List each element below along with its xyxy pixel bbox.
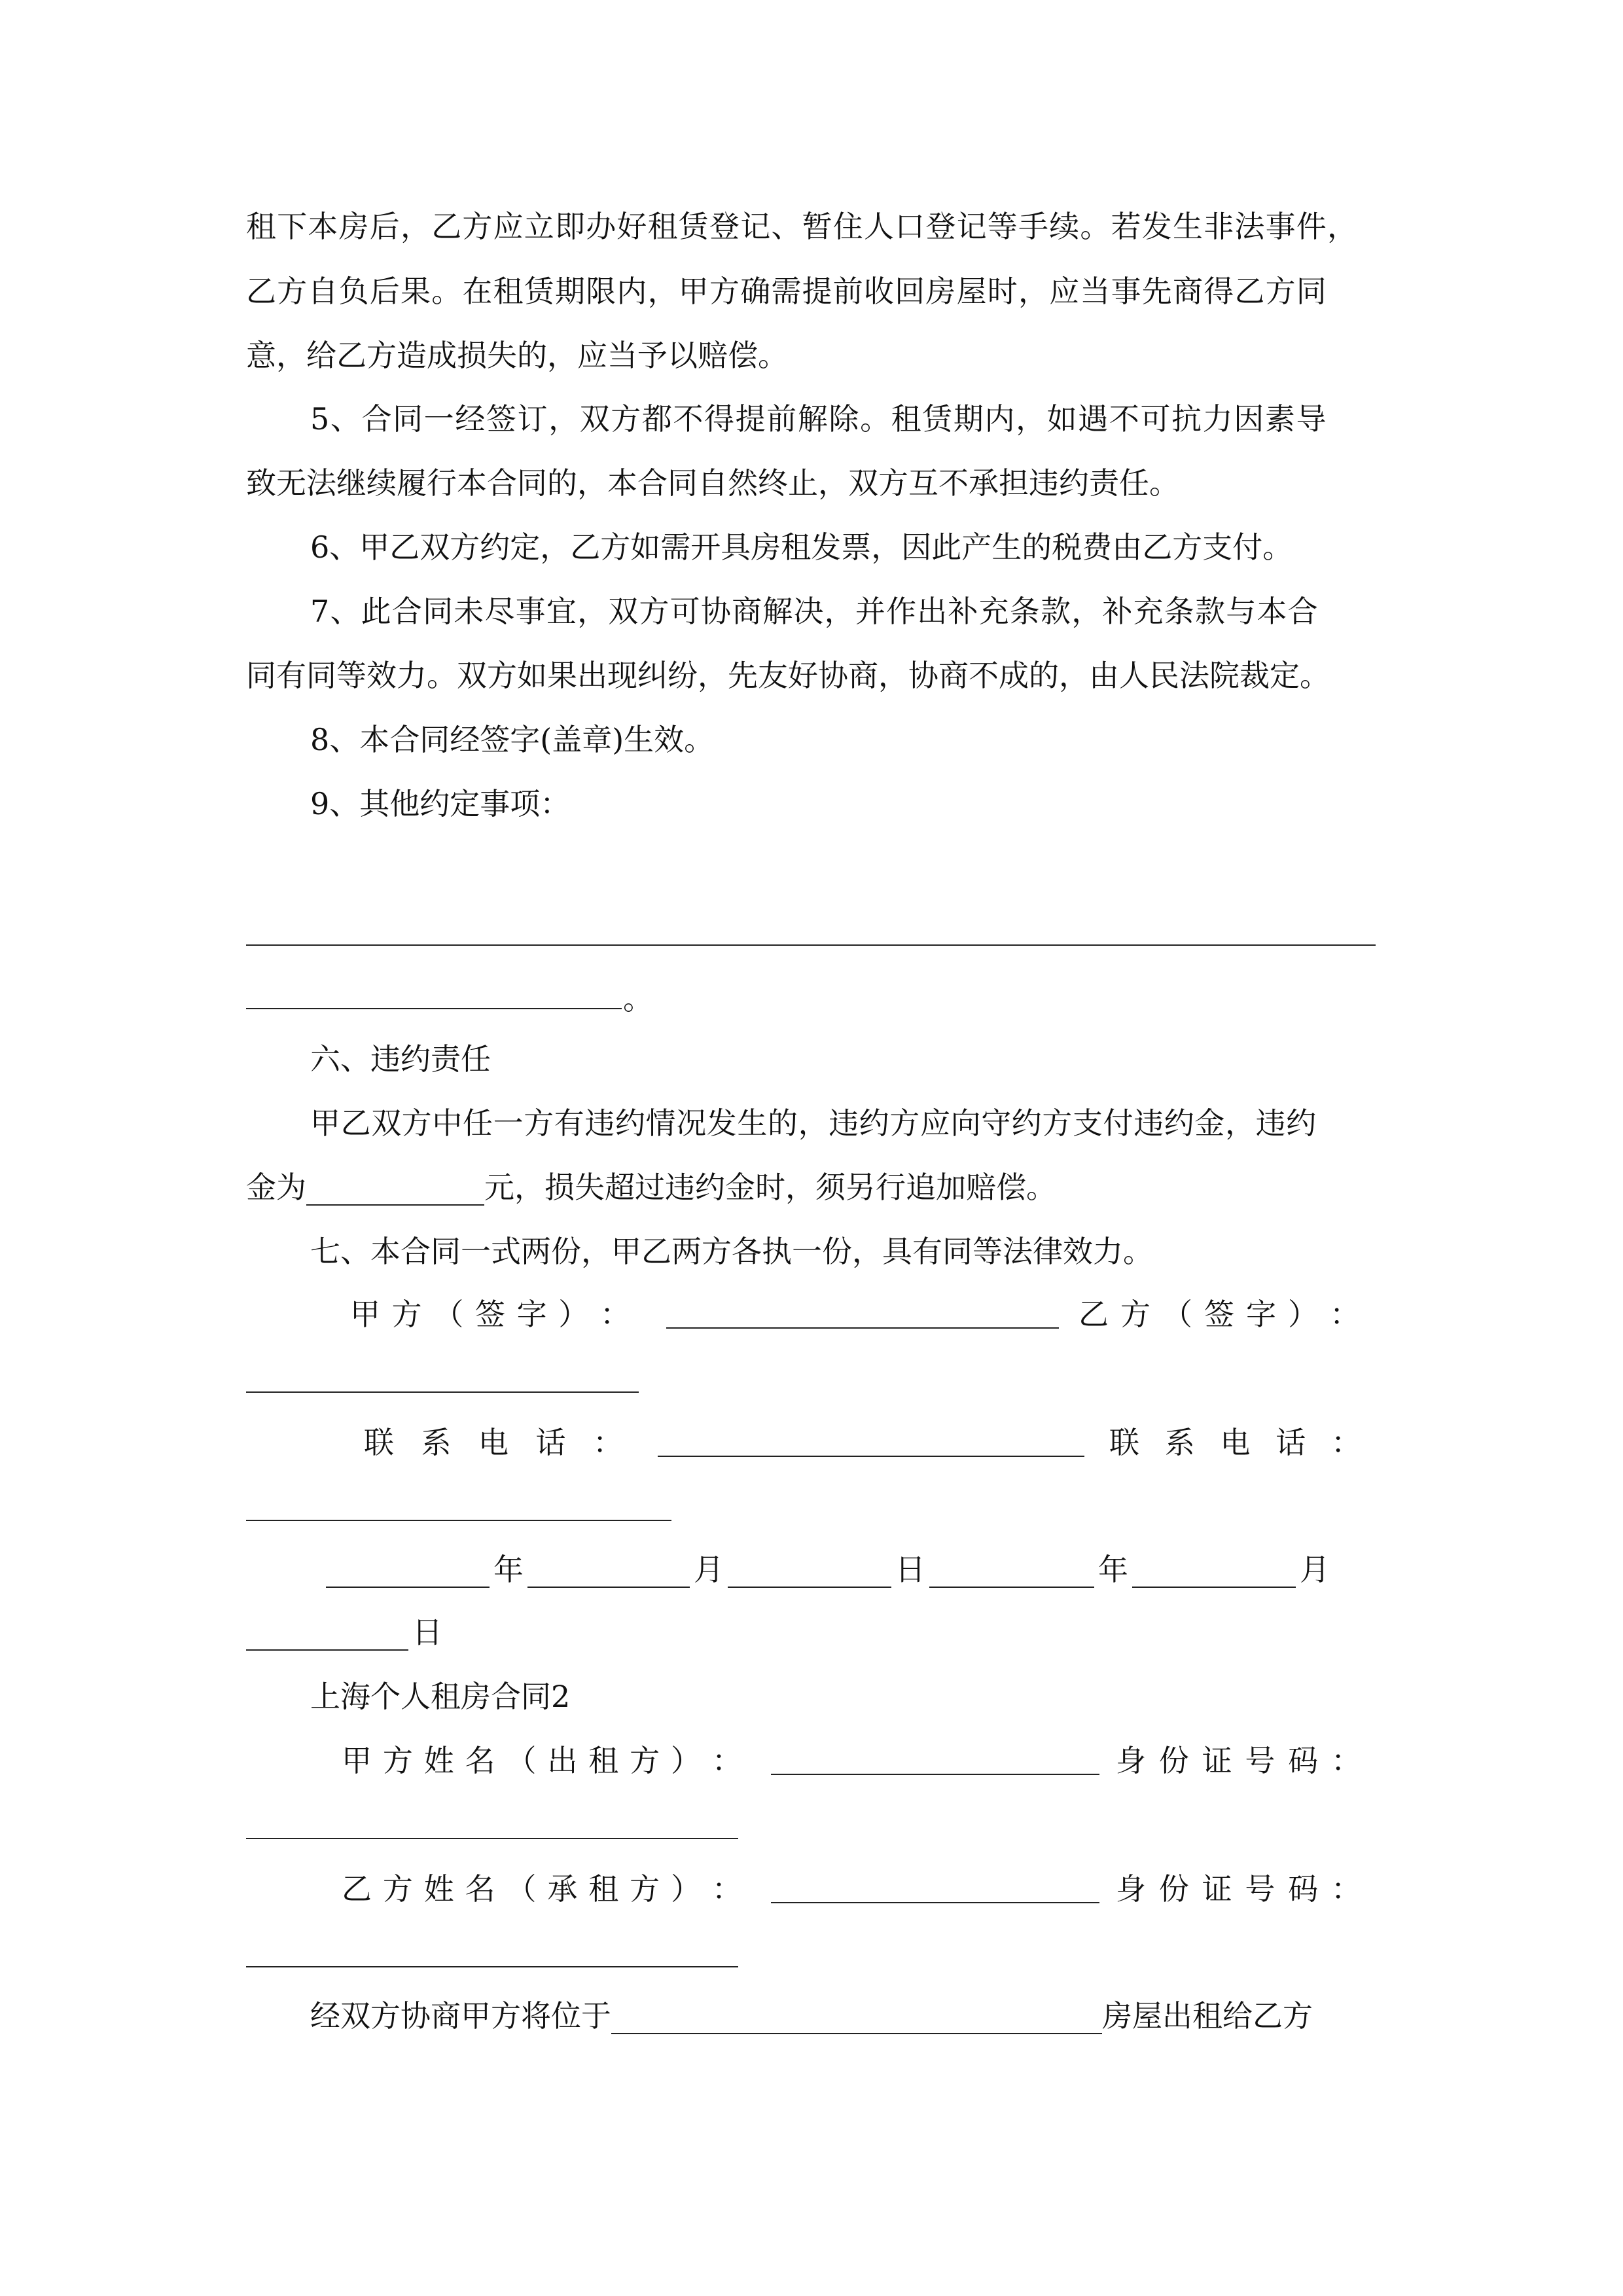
clause4-line2: 乙方自负后果。在租赁期限内，甲方确需提前收回房屋时，应当事先商得乙方同 (246, 274, 1327, 309)
clause8: 8、本合同经签字(盖章)生效。 (310, 722, 715, 757)
contract2-title: 上海个人租房合同2 (310, 1679, 571, 1714)
party-b-signature-label: 乙 方 （ 签 字 ） ： (1079, 1297, 1360, 1332)
tenant-name-label: 乙 方 姓 名 （ 承 租 方 ） ： (342, 1871, 742, 1907)
signing-dates: 年 月 日 年 月 (326, 1551, 1334, 1588)
party-a-day-blank[interactable] (728, 1556, 891, 1588)
section7: 七、本合同一式两份，甲乙两方各执一份，具有同等法律效力。 (310, 1234, 1153, 1269)
section6-line2 (246, 1169, 1056, 1206)
party-b-day-line: 日 (246, 1614, 442, 1651)
party-a-signature-blank[interactable] (666, 1327, 1059, 1329)
clause5-line2: 致无法继续履行本合同的，本合同自然终止，双方互不承担违约责任。 (246, 465, 1179, 501)
other-terms-period: 。 (623, 981, 653, 1016)
party-b-day-blank[interactable] (246, 1619, 408, 1651)
party-b-month-blank[interactable] (1132, 1556, 1296, 1588)
location-suffix: 房屋出租给乙方 (1102, 1998, 1313, 2034)
party-b-phone-blank[interactable] (246, 1520, 671, 1521)
clause4-line3: 意，给乙方造成损失的，应当予以赔偿。 (246, 338, 788, 373)
party-a-phone-blank[interactable] (658, 1456, 1084, 1457)
clause4-line1: 租下本房后，乙方应立即办好租赁登记、暂住人口登记等手续。若发生非法事件， (246, 209, 1359, 244)
party-b-signature-blank[interactable] (246, 1391, 639, 1393)
clause9: 9、其他约定事项： (310, 786, 571, 821)
landlord-name-label: 甲 方 姓 名 （ 出 租 方 ） ： (342, 1743, 742, 1778)
other-terms-blank-line2[interactable] (246, 1008, 622, 1009)
clause6: 6、甲乙双方约定，乙方如需开具房租发票，因此产生的税费由乙方支付。 (310, 529, 1293, 565)
clause7-line1: 7、此合同未尽事宜，双方可协商解决，并作出补充条款，补充条款与本合 (310, 594, 1319, 629)
party-a-phone-label: 联 系 电 话 ： (364, 1425, 623, 1460)
location-prefix: 经双方协商甲方将位于 (310, 1998, 611, 2034)
tenant-name-blank[interactable] (771, 1902, 1099, 1903)
property-location-line (310, 1998, 1313, 2034)
party-a-month-blank[interactable] (527, 1556, 690, 1588)
penalty-amount-blank[interactable] (306, 1174, 484, 1206)
clause7-line2: 同有同等效力。双方如果出现纠纷，先友好协商，协商不成的，由人民法院裁定。 (246, 658, 1330, 693)
landlord-id-label: 身 份 证 号 码 ： (1116, 1743, 1361, 1778)
landlord-id-blank[interactable] (246, 1838, 738, 1839)
section6-line2-prefix: 金为 (246, 1170, 306, 1205)
landlord-name-blank[interactable] (771, 1774, 1099, 1775)
property-location-blank[interactable] (611, 2003, 1102, 2034)
section6-line1: 甲乙双方中任一方有违约情况发生的，违约方应向守约方支付违约金，违约 (310, 1105, 1317, 1141)
tenant-id-label: 身 份 证 号 码 ： (1116, 1871, 1361, 1907)
party-a-year-blank[interactable] (326, 1556, 490, 1588)
section6-line2-suffix: 元，损失超过违约金时，须另行追加赔偿。 (484, 1170, 1056, 1205)
tenant-id-blank[interactable] (246, 1966, 738, 1967)
section6-title: 六、违约责任 (310, 1041, 491, 1077)
clause5-line1: 5、合同一经签订，双方都不得提前解除。租赁期内，如遇不可抗力因素导 (310, 401, 1328, 437)
other-terms-blank-line1[interactable] (246, 944, 1376, 946)
party-a-signature-label: 甲 方 （ 签 字 ） ： (350, 1297, 630, 1332)
party-b-year-blank[interactable] (929, 1556, 1094, 1588)
party-b-phone-label: 联 系 电 话 ： (1109, 1425, 1361, 1460)
